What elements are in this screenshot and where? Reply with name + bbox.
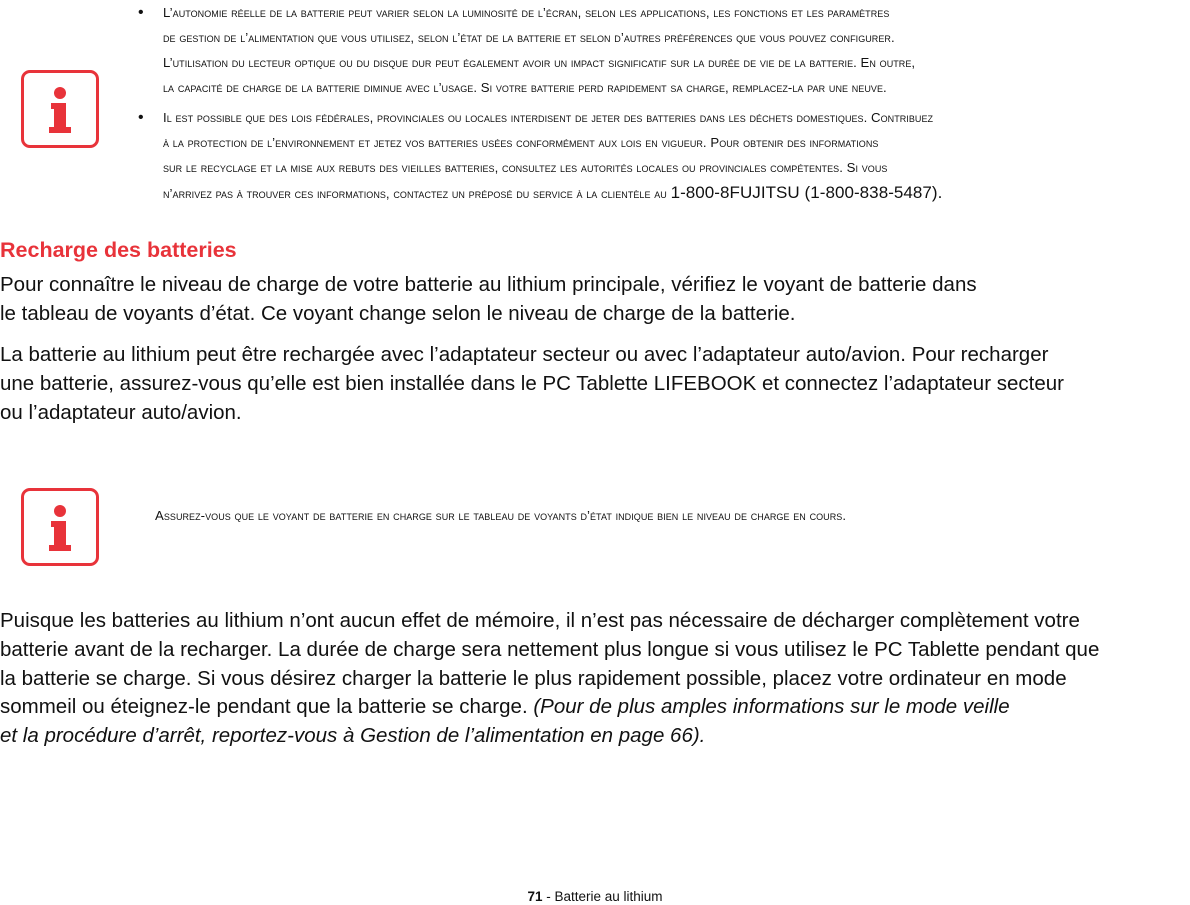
note-line: Il est possible que des lois fédérales, provinciales ou locales interdisent de jeter des batteries dans les déchets domestiques. Contribuez bbox=[163, 110, 934, 125]
paragraph-line: le tableau de voyants d’état. Ce voyant change selon le niveau de charge de la batterie. bbox=[0, 301, 796, 325]
bullet-glyph: • bbox=[138, 109, 144, 126]
note-bullet-item bbox=[138, 105, 1190, 206]
charge-indicator-note bbox=[155, 503, 1185, 528]
paragraph-line: une batterie, assurez-vous qu’elle est bien installée dans le PC Tablette LIFEBOOK et connectez l’adaptateur secteur bbox=[0, 371, 1064, 395]
note-line: à la protection de l’environnement et jetez vos batteries usées conformément aux lois en vigueur. Pour obtenir des informations bbox=[163, 135, 879, 150]
support-phone-number: 1-800-8FUJITSU (1-800-838-5487). bbox=[670, 183, 943, 202]
body-paragraph bbox=[0, 341, 1190, 427]
note-line: sur le recyclage et la mise aux rebuts des vieilles batteries, consultez les autorités locales ou provinciales compétentes. Si vous bbox=[163, 160, 888, 175]
bullet-glyph: • bbox=[138, 4, 144, 21]
page-number: 71 bbox=[527, 889, 543, 904]
section-heading: Recharge des batteries bbox=[0, 238, 237, 262]
note-line: L’utilisation du lecteur optique ou du disque dur peut également avoir un impact significatif sur la durée de vie de la batterie. En outre, bbox=[163, 55, 916, 70]
info-icon bbox=[21, 70, 99, 148]
cross-reference: (Pour de plus amples informations sur le mode veille bbox=[533, 695, 1010, 719]
note-text: Assurez-vous que le voyant de batterie en charge sur le tableau de voyants d’état indique bien le niveau de charge en cours. bbox=[155, 508, 847, 523]
note-line: L’autonomie réelle de la batterie peut varier selon la luminosité de l’écran, selon les applications, les fonctions et les paramètres bbox=[163, 5, 890, 20]
paragraph-line: Pour connaître le niveau de charge de votre batterie au lithium principale, vérifiez le voyant de batterie dans bbox=[0, 273, 977, 296]
paragraph-line: la batterie se charge. Si vous désirez charger la batterie le plus rapidement possible, placez votre ordinateur en mode bbox=[0, 666, 1067, 690]
body-paragraph bbox=[0, 607, 1190, 751]
note-line: la capacité de charge de la batterie diminue avec l’usage. Si votre batterie perd rapidement sa charge, remplacez-la par une neuve. bbox=[163, 80, 887, 95]
info-icon-glyph bbox=[24, 491, 96, 563]
cross-reference: et la procédure d’arrêt, reportez-vous à Gestion de l’alimentation en page 66). bbox=[0, 724, 706, 748]
footer-title: Batterie au lithium bbox=[554, 889, 663, 904]
paragraph-line: Puisque les batteries au lithium n’ont aucun effet de mémoire, il n’est pas nécessaire de décharger complètement votre bbox=[0, 609, 1080, 632]
page-footer bbox=[0, 889, 1190, 905]
paragraph-line: La batterie au lithium peut être rechargée avec l’adaptateur secteur ou avec l’adaptateur auto/avion. Pour recharger bbox=[0, 343, 1049, 366]
battery-note bbox=[138, 0, 1190, 206]
note-bullet-item bbox=[138, 0, 1190, 100]
paragraph-line: ou l’adaptateur auto/avion. bbox=[0, 400, 242, 424]
note-line: n’arrivez pas à trouver ces informations, contactez un préposé du service à la clientèle au bbox=[163, 186, 667, 201]
note-line: de gestion de l’alimentation que vous utilisez, selon l’état de la batterie et selon d’autres préférences que vous pouvez configurer. bbox=[163, 30, 895, 45]
paragraph-line: batterie avant de la recharger. La durée de charge sera nettement plus longue si vous utilisez le PC Tablette pendant que bbox=[0, 637, 1100, 661]
info-icon bbox=[21, 488, 99, 566]
paragraph-line: sommeil ou éteignez-le pendant que la batterie se charge. bbox=[0, 695, 528, 719]
body-paragraph bbox=[0, 271, 1190, 329]
footer-separator: - bbox=[542, 889, 555, 904]
info-icon-glyph bbox=[24, 73, 96, 145]
